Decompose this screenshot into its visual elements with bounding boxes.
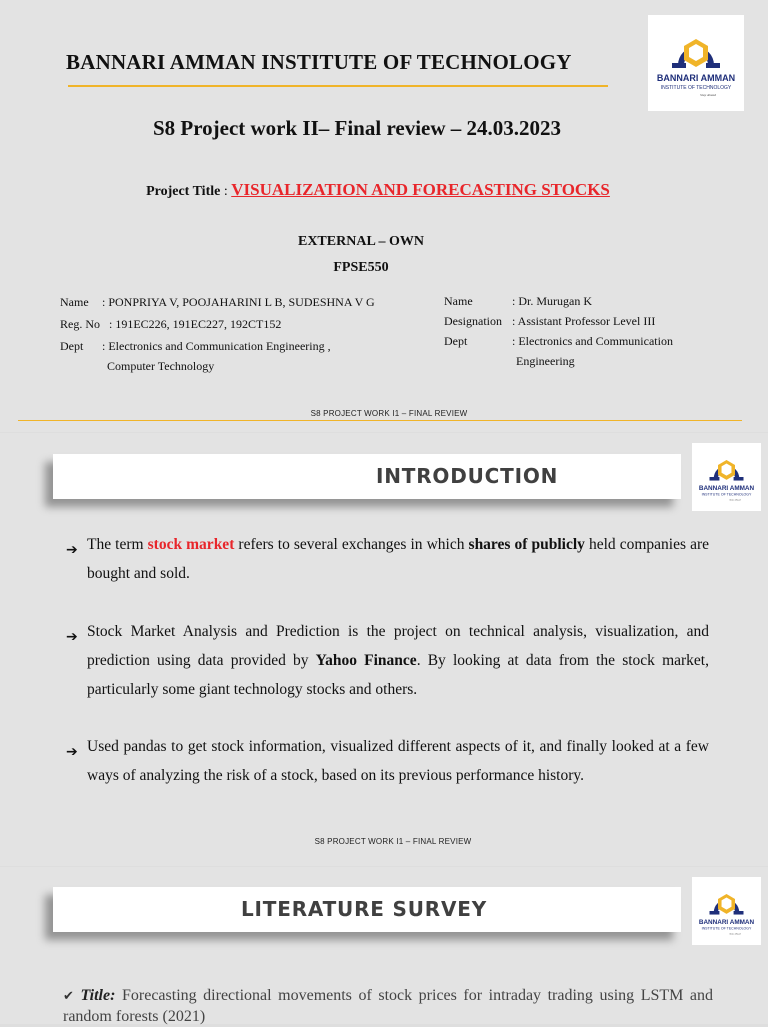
- logo-line1: BANNARI AMMAN: [698, 484, 755, 492]
- slide1-footer: S8 PROJECT WORK I1 – FINAL REVIEW: [310, 409, 468, 418]
- logo-line3: Stay Ahead: [729, 932, 741, 936]
- introduction-heading-box: [53, 454, 681, 499]
- student-info: [60, 292, 430, 376]
- logo-emblem-icon: [692, 443, 761, 511]
- student-name-value: : PONPRIYA V, POOJAHARINI L B, SUDESHNA V G: [102, 295, 375, 309]
- logo-line3: Stay Ahead: [729, 498, 741, 502]
- college-logo: [692, 443, 761, 511]
- bullet-text: held companies are bought and sold.: [87, 536, 709, 582]
- literature-heading-box: [53, 887, 681, 932]
- designation-value: : Assistant Professor Level III: [512, 314, 656, 328]
- arrow-right-icon: ➔: [66, 542, 78, 558]
- logo-emblem-icon: [648, 15, 744, 111]
- guide-dept-value-2: Engineering: [516, 354, 575, 368]
- institute-name: BANNARI AMMAN INSTITUTE OF TECHNOLOGY: [66, 50, 572, 74]
- guide-dept-label: Dept: [444, 334, 468, 348]
- project-title-line: [0, 180, 756, 200]
- check-icon: ✔: [63, 989, 74, 1004]
- student-dept-value-2: Computer Technology: [107, 359, 215, 373]
- logo-line1: BANNARI AMMAN: [698, 918, 755, 926]
- bullet-text: Stock Market Analysis and Prediction is the project on technical analysis, visualization, and prediction using data provided by: [87, 623, 709, 669]
- institute-underline: [68, 85, 608, 87]
- logo-line2: INSTITUTE OF TECHNOLOGY: [660, 85, 732, 91]
- slide-title: [0, 0, 768, 432]
- student-dept-label: Dept: [60, 339, 84, 353]
- bullet-text: Used pandas to get stock information, visualized different aspects of it, and finally looked at a few ways of analyzing the risk of a stock, based on its previous performance history.: [87, 738, 709, 784]
- bullet-text: The term: [87, 536, 148, 553]
- guide-dept-value: : Electronics and Communication: [512, 334, 673, 348]
- logo-emblem-icon: [692, 877, 761, 945]
- college-logo: [648, 15, 744, 111]
- bullet-text: . By looking at data from the stock market, particularly some giant technology stocks and others.: [87, 652, 709, 698]
- stock-market-highlight: stock market: [147, 536, 235, 553]
- bold-text: shares of publicly: [468, 536, 585, 553]
- bullet-item: [87, 617, 709, 704]
- regno-label: Reg. No: [60, 317, 100, 331]
- review-title: S8 Project work II– Final review – 24.03.2023: [152, 116, 562, 140]
- regno-value: : 191EC226, 191EC227, 192CT152: [109, 317, 282, 331]
- logo-line1: BANNARI AMMAN: [656, 73, 736, 83]
- literature-heading: LITERATURE SURVEY: [241, 897, 487, 921]
- project-title-separator: :: [220, 184, 232, 199]
- footer-line: [18, 420, 742, 421]
- project-title: VISUALIZATION AND FORECASTING STOCKS: [231, 180, 610, 199]
- college-logo: [692, 877, 761, 945]
- logo-line3: Stay Ahead: [700, 93, 716, 97]
- literature-item: [63, 986, 713, 1027]
- bullet-item: [87, 530, 709, 588]
- external-label: EXTERNAL – OWN: [297, 234, 425, 249]
- arrow-right-icon: ➔: [66, 744, 78, 760]
- slide2-footer: S8 PROJECT WORK I1 – FINAL REVIEW: [314, 837, 472, 846]
- project-title-label: Project Title: [146, 184, 221, 199]
- bold-text: Yahoo Finance: [315, 652, 417, 669]
- introduction-heading: INTRODUCTION: [376, 464, 559, 488]
- slide-introduction: [0, 433, 768, 866]
- title-label: Title:: [80, 987, 116, 1004]
- student-name-label: Name: [60, 295, 89, 309]
- guide-name-value: : Dr. Murugan K: [512, 294, 592, 308]
- title-value: Forecasting directional movements of stock prices for intraday trading using LSTM and random forests (2021): [63, 987, 714, 1025]
- designation-label: Designation: [444, 314, 502, 328]
- guide-info: [444, 291, 714, 371]
- project-code: FPSE550: [333, 260, 389, 275]
- logo-line2: INSTITUTE OF TECHNOLOGY: [701, 492, 752, 497]
- bullet-text: refers to several exchanges in which: [234, 536, 469, 553]
- guide-name-label: Name: [444, 294, 473, 308]
- logo-line2: INSTITUTE OF TECHNOLOGY: [701, 926, 752, 931]
- student-dept-value: : Electronics and Communication Engineering ,: [102, 339, 331, 353]
- arrow-right-icon: ➔: [66, 629, 78, 645]
- bullet-item: [87, 732, 709, 790]
